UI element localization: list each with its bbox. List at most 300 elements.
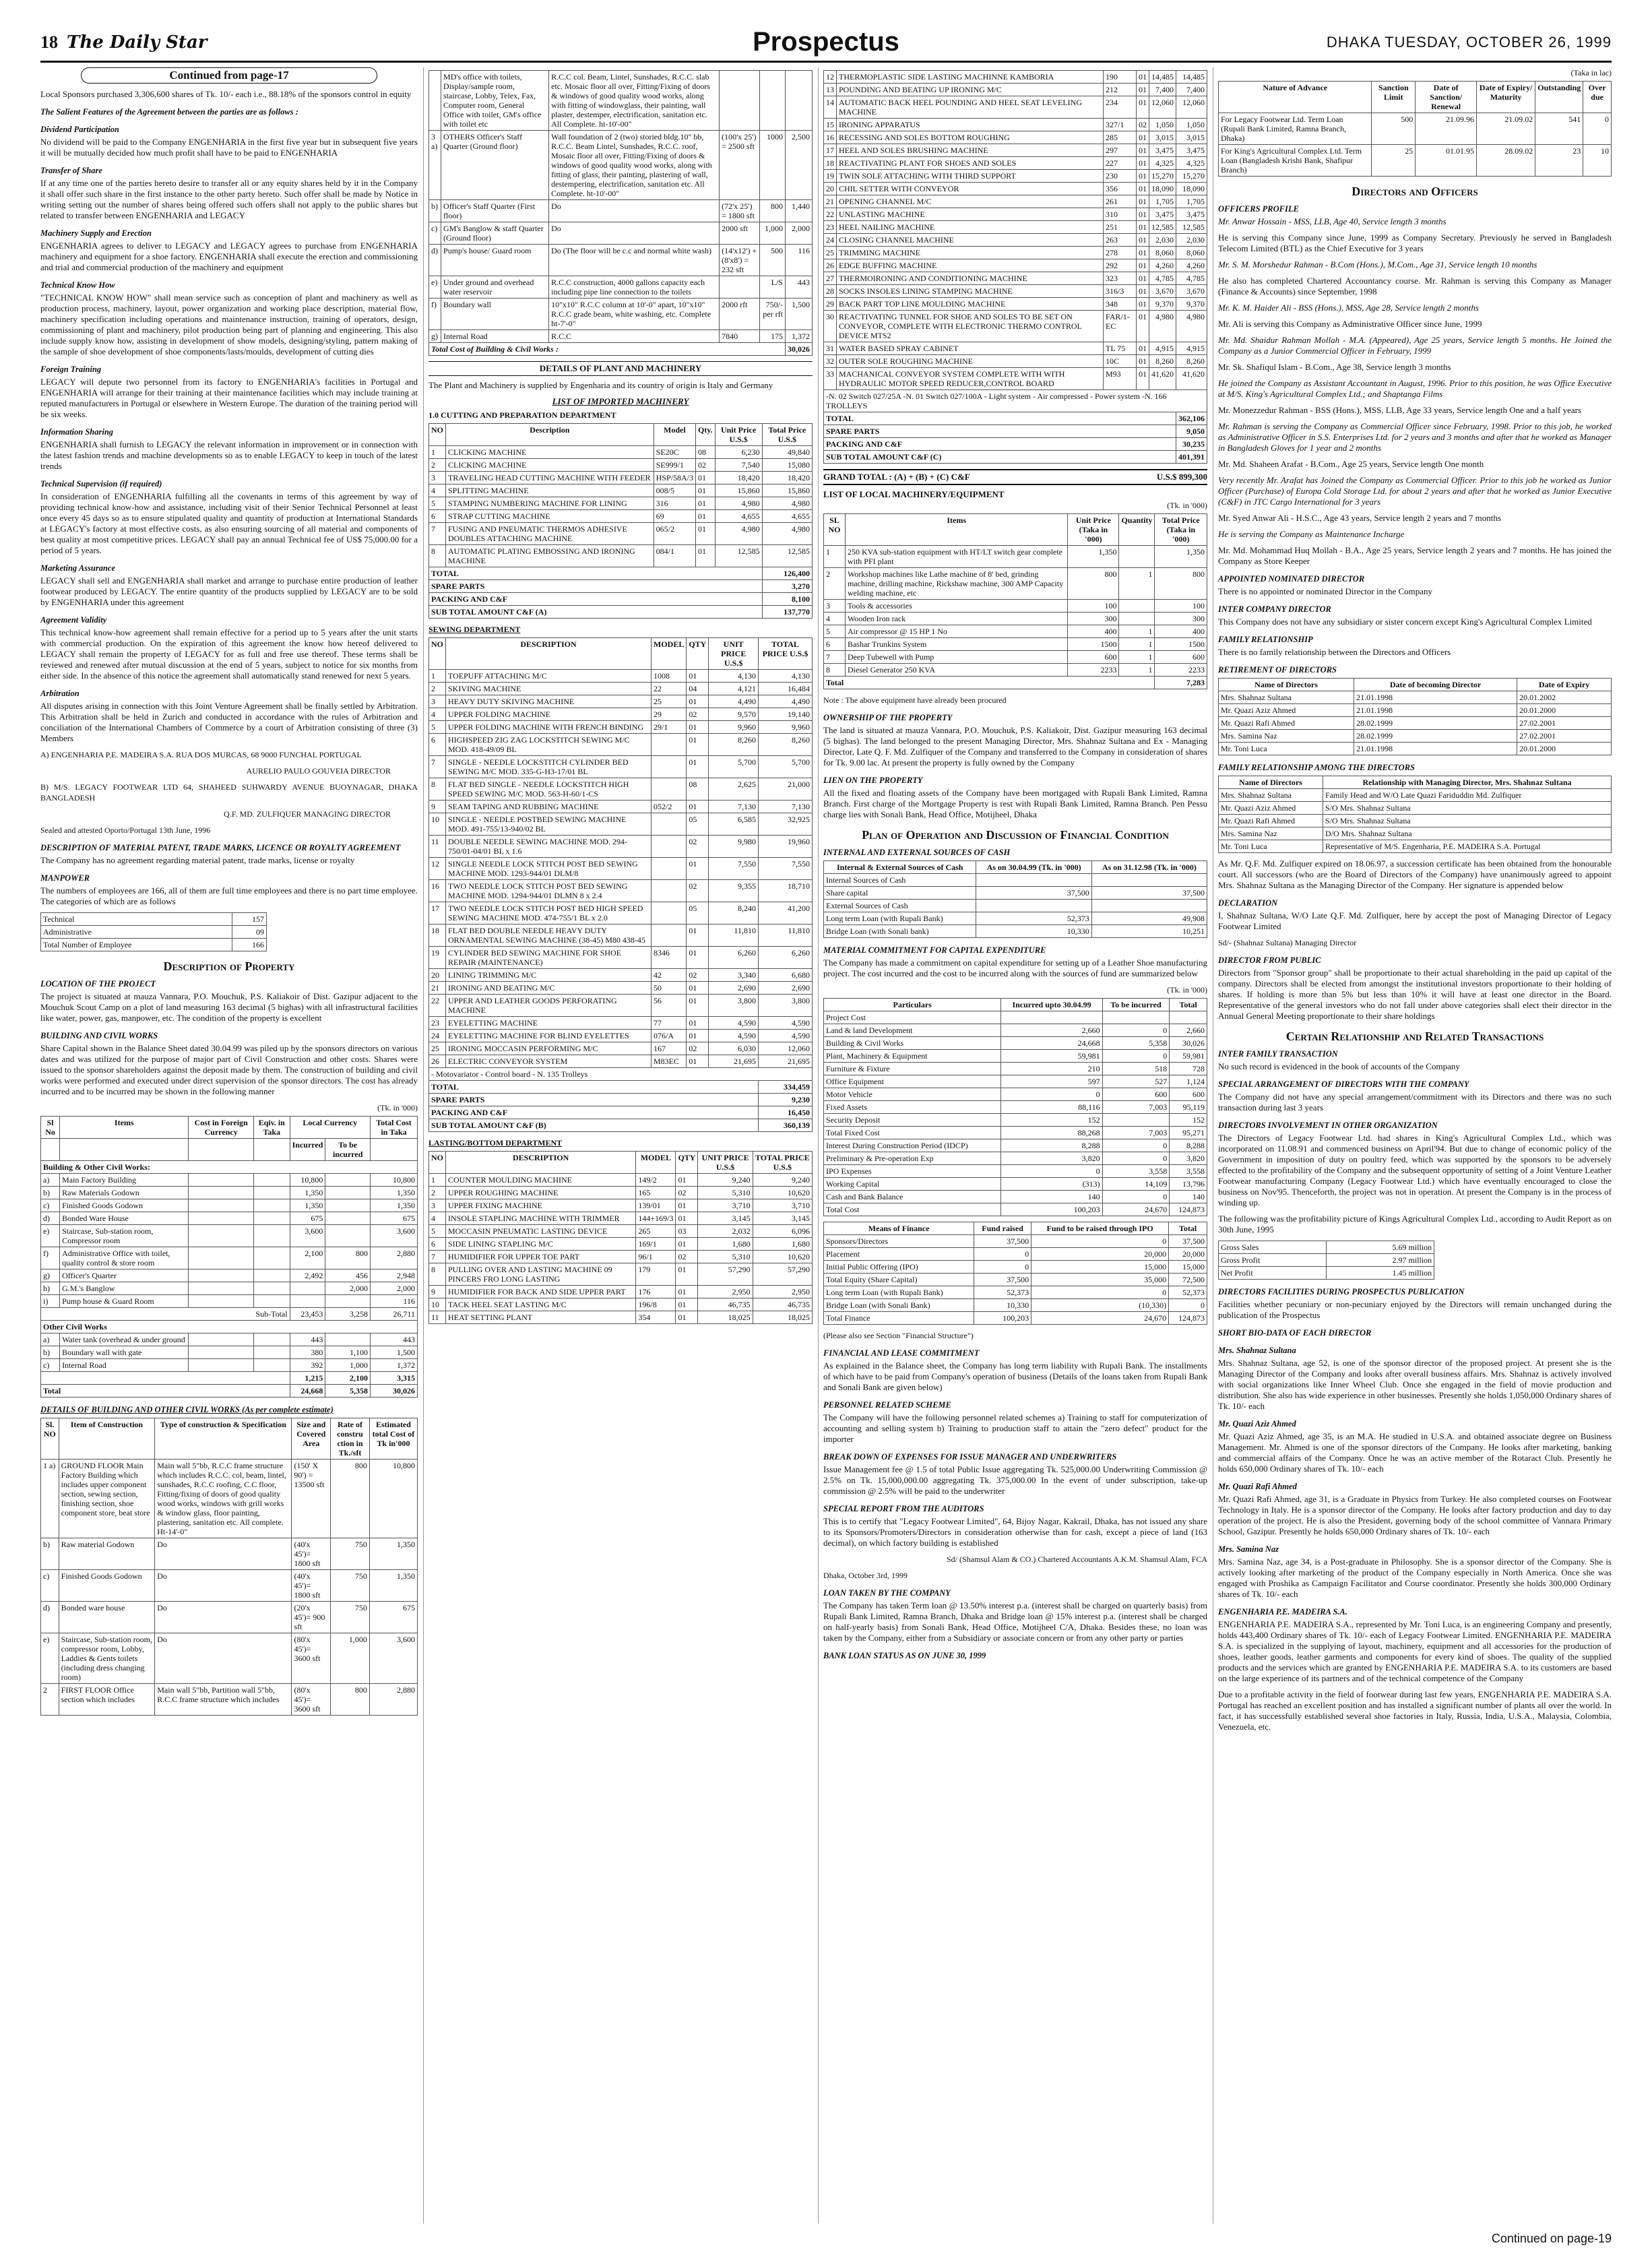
table-cell: 02 xyxy=(687,880,709,902)
table-cell: 01 xyxy=(1136,208,1149,221)
bios-list xyxy=(1218,1345,1612,1732)
table-cell xyxy=(652,836,687,858)
table-cell: 316 xyxy=(654,497,695,510)
grand-total xyxy=(823,469,1207,485)
table-row xyxy=(429,721,813,734)
table-cell: c) xyxy=(41,1199,60,1212)
table-cell: 01 xyxy=(1136,259,1149,272)
table-cell: 600 xyxy=(1068,651,1119,664)
table-cell: 10C xyxy=(1103,355,1136,368)
table-cell: 52,373 xyxy=(1169,1286,1207,1299)
column-header: Total Price (Taka in '000) xyxy=(1155,514,1207,546)
table-cell: 6,260 xyxy=(758,947,812,969)
table-cell: 01 xyxy=(676,1298,698,1311)
table-cell: 124,873 xyxy=(1169,1312,1207,1325)
table-cell: Do xyxy=(549,222,720,245)
table-cell: 01 xyxy=(1136,131,1149,144)
table-cell: h) xyxy=(41,1282,60,1295)
table-cell: g) xyxy=(429,330,441,343)
column-header: Total Cost in Taka xyxy=(371,1117,418,1139)
table-row xyxy=(824,1037,1207,1050)
total-row xyxy=(824,438,1207,451)
table-cell: Do xyxy=(549,200,720,222)
table-cell: 2,000 xyxy=(785,222,812,245)
table-cell: 01 xyxy=(687,670,709,683)
column-header: Local Currency xyxy=(290,1117,370,1139)
table-cell: 800 xyxy=(1155,568,1207,600)
table-row xyxy=(429,1311,813,1324)
table-cell: OPENING CHANNEL M/C xyxy=(837,195,1104,208)
table-cell xyxy=(1119,613,1155,625)
table-cell: For King's Agricultural Complex Ltd. Term Loan (Bangladesh Krishi Bank, Shafipur Branch) xyxy=(1219,145,1372,177)
table-cell: 0 xyxy=(1583,113,1612,145)
table-cell: R.C.C xyxy=(549,330,720,343)
table-cell: 316/3 xyxy=(1103,285,1136,298)
table-cell: Mr. Quazi Aziz Ahmed xyxy=(1219,704,1354,717)
table-cell: Pump house & Guard Room xyxy=(60,1295,189,1308)
table-cell: Mr. Quazi Rafi Ahmed xyxy=(1219,717,1354,730)
table-row xyxy=(824,183,1207,195)
table-cell: TRAVELING HEAD CUTTING MACHINE WITH FEEDER xyxy=(446,472,654,484)
total-value: 401,391 xyxy=(1176,451,1207,464)
table-cell: HEAT SETTING PLANT xyxy=(446,1311,636,1324)
table-cell: 49,908 xyxy=(1091,912,1207,925)
table-cell: 675 xyxy=(371,1212,418,1225)
table-cell: 3,145 xyxy=(753,1212,812,1225)
table-cell: 2 xyxy=(429,683,446,695)
inter-company-heading: INTER COMPANY DIRECTOR xyxy=(1218,604,1331,614)
table-cell: 21.01.1998 xyxy=(1354,743,1517,755)
table-row xyxy=(429,299,813,330)
table-cell: UPPER ROUGHING MACHINE xyxy=(446,1187,636,1199)
total-row xyxy=(824,412,1207,425)
table-cell: Main Factory Building xyxy=(60,1174,189,1187)
table-cell: FLAT BED DOUBLE NEEDLE HEAVY DUTY ORNAMENTAL SEWING MACHINE (38-45) M80 438-45 xyxy=(446,924,652,947)
table-cell: 1,705 xyxy=(1149,195,1176,208)
table-cell: e) xyxy=(41,1225,60,1247)
total-value: 5,358 xyxy=(325,1385,371,1398)
table-row xyxy=(429,497,813,510)
table-row xyxy=(429,1055,813,1068)
section-text: This technical know-how agreement shall remain effective for a period up to 5 years after the unit starts with commercial production. On the expiration of this agreement the know how hereof delivered to LEGACY shall remain the property of LEGACY for as full and free use thereof. These terms shall be reviewed and renewed after mutual discussion at the end of 5 years, subject to notice for six months from either side. In the absence of this notice the agreement shall automatically stand renewed for next 5 years. xyxy=(40,627,418,681)
table-cell: 2,948 xyxy=(371,1269,418,1282)
table-cell: 3,600 xyxy=(371,1225,418,1247)
table-cell: 10,330 xyxy=(976,925,1091,938)
table-cell: 116 xyxy=(785,245,812,276)
table-cell: 18 xyxy=(429,924,446,947)
table-cell: 800 xyxy=(1068,568,1119,600)
succession-text: As Mr. Q.F. Md. Zulfiquer expired on 18.06.97, a succession certificate has been obtained from the honourable court. All successors (who are the Board of Directors of the Company) have unanimously agreed to appoint Mrs. Shahnaz Sultana as the Managing Director of the Company. Her signature is appended below xyxy=(1218,858,1612,890)
officer-detail: Mr. Ali is serving this Company as Administrative Officer since June, 1999 xyxy=(1218,319,1482,329)
table-cell: Officer's Quarter xyxy=(60,1269,189,1282)
table-row xyxy=(429,1298,813,1311)
table-cell: AUTOMATIC PLATING EMBOSSING AND IRONING MACHINE xyxy=(446,545,654,567)
table-cell: 9,240 xyxy=(753,1174,812,1187)
table-cell: Pump's house/ Guard room xyxy=(441,245,549,276)
table-cell: f) xyxy=(429,299,441,330)
table-cell: 11,810 xyxy=(758,924,812,947)
table-cell: 6 xyxy=(824,638,846,651)
table-cell xyxy=(253,1269,290,1282)
table-row xyxy=(1219,815,1612,827)
table-cell: 9,240 xyxy=(698,1174,753,1187)
table-cell: 09 xyxy=(232,926,266,939)
column-header: MODEL xyxy=(636,1152,676,1174)
table-cell: 41,200 xyxy=(758,902,812,924)
table-cell: 15,000 xyxy=(1169,1261,1207,1274)
fin-heading: FINANCIAL AND LEASE COMMITMENT xyxy=(823,1348,980,1358)
table-cell: 6 xyxy=(429,734,446,756)
table-cell: 9,960 xyxy=(709,721,759,734)
table-row xyxy=(1219,789,1612,802)
table-cell: 076/A xyxy=(652,1030,687,1042)
table-row xyxy=(1219,704,1612,717)
table-cell: (72'x 25') = 1800 sft xyxy=(720,200,760,222)
officer-detail: Mr. Md. Mohammad Huq Mollah - B.A., Age 25 years, Service length 2 years and 7 months. He has joined the Company as Store Keeper xyxy=(1218,545,1612,566)
table-row xyxy=(1219,717,1612,730)
table-cell: 2 xyxy=(429,1187,446,1199)
table-cell: 152 xyxy=(1170,1114,1207,1127)
table-cell: 4,785 xyxy=(1176,272,1207,285)
officer-name: Mr. Md. Shaidur Rahman Mollah - M.A. (Appeared), Age 25 years, Service length 5 months. He Joined the Company as a Junior Commercial Officer in February, 1999 xyxy=(1218,335,1612,356)
table-row xyxy=(41,1295,418,1308)
table-cell: 1,500 xyxy=(371,1346,418,1359)
table-cell: 1 xyxy=(1119,651,1155,664)
table-cell xyxy=(325,1199,371,1212)
table-cell: 01 xyxy=(696,472,716,484)
retirement-table xyxy=(1218,678,1612,755)
table-cell: 14,485 xyxy=(1176,71,1207,84)
table-cell: SE999/1 xyxy=(654,459,695,472)
table-cell xyxy=(760,71,786,131)
table-cell: Mrs. Samina Naz xyxy=(1219,730,1354,743)
table-cell: 800 xyxy=(325,1247,371,1269)
table-cell: Gross Profit xyxy=(1219,1254,1327,1267)
table-cell: Administrative Office with toilet, quality control & store room xyxy=(60,1247,189,1269)
table-cell: 175 xyxy=(760,330,786,343)
table-cell: Internal Sources of Cash xyxy=(824,874,976,887)
table-cell: 10,330 xyxy=(974,1299,1031,1312)
table-cell: 597 xyxy=(1001,1075,1102,1088)
table-row xyxy=(429,1174,813,1187)
adv-unit: (Taka in lac) xyxy=(1570,68,1612,77)
table-cell: 01 xyxy=(1136,221,1149,234)
table-cell: HUMIDIFIER FOR UPPER TOE PART xyxy=(446,1251,636,1263)
total-value: 334,459 xyxy=(758,1081,812,1094)
column-header: Name of Directors xyxy=(1219,679,1354,691)
sources-heading: INTERNAL AND EXTERNAL SOURCES OF CASH xyxy=(823,848,1011,857)
table-cell: 15,270 xyxy=(1149,170,1176,183)
table-cell: 16,484 xyxy=(758,683,812,695)
column-header: Type of construction & Specification xyxy=(155,1418,292,1460)
table-cell: 69 xyxy=(654,510,695,523)
table-cell: Initial Public Offering (IPO) xyxy=(824,1261,974,1274)
special-arr-text: The Company did not have any special arrangement/commitment with its Directors and there was no such transaction during last 3 years xyxy=(1218,1092,1612,1112)
total-value: 9,050 xyxy=(1176,425,1207,438)
table-cell: 21.01.1998 xyxy=(1354,704,1517,717)
table-cell: 20.01.2000 xyxy=(1517,743,1612,755)
column-header: Date of Expiry/ Maturity xyxy=(1476,82,1535,113)
table-cell: 20,000 xyxy=(1169,1248,1207,1261)
table-cell: 15,270 xyxy=(1176,170,1207,183)
table-cell: 49,840 xyxy=(762,446,812,459)
table-cell: 2,032 xyxy=(698,1225,753,1238)
table-cell: TWIN SOLE ATTACHING WITH THIRD SUPPORT xyxy=(837,170,1104,183)
table-cell: 3,475 xyxy=(1149,208,1176,221)
table-cell: 7,130 xyxy=(758,801,812,813)
table-cell xyxy=(189,1247,253,1269)
nominated-text: There is no appointed or nominated Director in the Company xyxy=(1218,586,1433,596)
section-text: ENGENHARIA agrees to deliver to LEGACY and LEGACY agrees to purchase from ENGENHARIA machinery and equipment for a shoe factory. ENGENHARIA shall execute the erection and commissioning and trial and commercial production of the machinery and equipment xyxy=(40,241,418,272)
table-cell: Do (The floor will be c.c and normal white wash) xyxy=(549,245,720,276)
page-number: 18 xyxy=(40,32,58,52)
table-cell: 16 xyxy=(824,131,837,144)
table-cell: 4,980 xyxy=(762,497,812,510)
table-row xyxy=(41,1247,418,1269)
table-cell: 190 xyxy=(1103,71,1136,84)
table-cell: 327/1 xyxy=(1103,119,1136,131)
bio-text: Due to a profitable activity in the field of footwear during last few years, ENGENHARIA P.E. MADEIRA S.A. Portugal has reached an excellent position and has installed a significant number of plants all over the world. In fact, it has successfully established several shoe factories in Italy, Russia, India, U.S.A., Malaysia, Colombia, Venezuela, etc. xyxy=(1218,1689,1612,1732)
table-cell: 6,096 xyxy=(753,1225,812,1238)
table-cell: STAMPING NUMBERING MACHINE FOR LINING xyxy=(446,497,654,510)
table-cell: 1 xyxy=(824,546,846,568)
table-cell: DOUBLE NEEDLE SEWING MACHINE MOD. 294-750/01-04/01 BL x 1.6 xyxy=(446,836,652,858)
table-row xyxy=(41,1602,418,1633)
table-cell: 57,290 xyxy=(698,1263,753,1286)
table-cell: 1 xyxy=(1119,625,1155,638)
table-cell: 4,590 xyxy=(709,1017,759,1030)
section-text: LEGACY shall sell and ENGENHARIA shall market and arrange to purchase entire production of leather footwear produced by LEGACY. The entire quantity of the products supplied by LEGACY are to be sold by ENGENHARIA under this agreement xyxy=(40,575,418,607)
table-row xyxy=(429,71,813,131)
table-cell: 01 xyxy=(687,995,709,1017)
table-cell: 2,880 xyxy=(371,1247,418,1269)
table-cell: 1008 xyxy=(652,670,687,683)
total-row xyxy=(429,1119,813,1132)
table-cell: 1,350 xyxy=(290,1199,325,1212)
table-cell: 600 xyxy=(1102,1088,1170,1101)
column-header: As on 30.04.99 (Tk. in '000) xyxy=(976,861,1091,874)
table-cell: HEEL AND SOLES BRUSHING MACHINE xyxy=(837,144,1104,157)
table-row xyxy=(824,311,1207,342)
table-row xyxy=(41,1269,418,1282)
table-row xyxy=(429,200,813,222)
table-cell: 0 xyxy=(1102,1152,1170,1165)
column-header: Size and Covered Area xyxy=(292,1418,331,1460)
table-cell: 02 xyxy=(687,969,709,982)
table-cell: 23 xyxy=(429,1017,446,1030)
table-cell: 9,980 xyxy=(709,836,759,858)
salient-heading: The Salient Features of the Agreement between the parties are as follows : xyxy=(40,107,298,117)
table-cell: TRIMMING MACHINE xyxy=(837,247,1104,259)
table-cell: 25 xyxy=(652,695,687,708)
table-cell: 01 xyxy=(1136,144,1149,157)
table-cell: Share capital xyxy=(824,887,976,900)
table-cell: 46,735 xyxy=(753,1298,812,1311)
table-cell: b) xyxy=(429,200,441,222)
table-cell: 88,268 xyxy=(1001,1127,1102,1139)
table-cell: UPPER FIXING MACHINE xyxy=(446,1199,636,1212)
total-row xyxy=(41,1385,418,1398)
table-cell: Security Deposit xyxy=(824,1114,1001,1127)
public-director-heading: DIRECTOR FROM PUBLIC xyxy=(1218,955,1321,965)
table-cell: 05 xyxy=(687,813,709,836)
table-cell: 01 xyxy=(1136,195,1149,208)
table-row xyxy=(429,858,813,880)
table-cell: 01 xyxy=(687,695,709,708)
table-cell: 18,090 xyxy=(1176,183,1207,195)
bio-text: Mr. Quazi Rafi Ahmed, age 31, is a Graduate in Physics from Turkey. He also completed courses on Footwear Technology in Italy. He is a sponsor director of the Company. He looks after factory production and day to day operation of the project. He is also the President, governing body of the school committee of Vannara Primary School, Gazipur. Presently he holds 650,000 Ordinary shares of Tk. 10/- each xyxy=(1218,1494,1612,1536)
total-value: 8,100 xyxy=(762,593,812,606)
column-header: NO xyxy=(429,424,446,446)
table-cell: 19 xyxy=(429,947,446,969)
section-heading: Agreement Validity xyxy=(40,615,107,625)
table-row xyxy=(429,683,813,695)
table-cell: GROUND FLOOR Main Factory Building which includes upper component section, sewing section, finishing section, shoe component store, beat store xyxy=(59,1460,155,1538)
table-cell: 3,558 xyxy=(1102,1165,1170,1178)
table-cell: 227 xyxy=(1103,157,1136,170)
table-cell: Do xyxy=(155,1570,292,1602)
table-cell: 2,000 xyxy=(325,1282,371,1295)
table-row xyxy=(41,1334,418,1346)
table-cell: 1,350 xyxy=(371,1187,418,1199)
table-cell: 01 xyxy=(687,982,709,995)
table-cell: 3 xyxy=(429,695,446,708)
table-cell: e) xyxy=(429,276,441,299)
table-cell: 1,350 xyxy=(1155,546,1207,568)
table-cell: 6,230 xyxy=(715,446,762,459)
column-header: UNIT PRICE U.S.$ xyxy=(698,1152,753,1174)
officer-detail: He is serving this Company since June, 1999 as Company Secretary. Previously he served in Bangladesh Telecom Limited (BTL) as the Chief Executive for 3 years xyxy=(1218,232,1612,253)
table-cell: Under ground and overhead water reservoir xyxy=(441,276,549,299)
table-cell: HIGHSPEED ZIG ZAG LOCKSTITCH SEWING M/C MOD. 418-49/09 BL xyxy=(446,734,652,756)
table-row xyxy=(41,1633,418,1684)
table-row xyxy=(824,1203,1207,1216)
table-row xyxy=(429,924,813,947)
table-cell: WATER BASED SPRAY CABINET xyxy=(837,342,1104,355)
table-cell: 95,119 xyxy=(1170,1101,1207,1114)
table-cell: Total Number of Employee xyxy=(41,939,232,951)
table-cell: 8,060 xyxy=(1149,247,1176,259)
table-cell: 01 xyxy=(676,1263,698,1286)
table-cell: Internal Road xyxy=(60,1359,189,1372)
table-cell: 37,500 xyxy=(1169,1235,1207,1248)
table-cell: 24,668 xyxy=(1001,1037,1102,1050)
table-cell: 152 xyxy=(1001,1114,1102,1127)
table-cell: 8,240 xyxy=(709,902,759,924)
table-cell: 01 xyxy=(687,756,709,778)
table-cell: 1 xyxy=(429,670,446,683)
cutting-table xyxy=(428,423,813,619)
table-row xyxy=(429,1263,813,1286)
table-cell: 01 xyxy=(1136,298,1149,311)
table-row xyxy=(429,245,813,276)
table-cell xyxy=(189,1187,253,1199)
table-cell: 261 xyxy=(1103,195,1136,208)
table-cell: 11 xyxy=(429,1311,446,1324)
table-cell: 12,585 xyxy=(715,545,762,567)
table-cell: 3 xyxy=(429,1199,446,1212)
table-cell: 25 xyxy=(429,1042,446,1055)
table-row xyxy=(41,1346,418,1359)
table-cell: 8 xyxy=(824,664,846,677)
table-cell xyxy=(189,1225,253,1247)
table-cell: Office Equipment xyxy=(824,1075,1001,1088)
column-header: Fund to be raised through IPO xyxy=(1031,1222,1169,1235)
table-row xyxy=(429,446,813,459)
table-row xyxy=(824,546,1207,568)
table-cell: 16 xyxy=(429,880,446,902)
table-cell: 6,585 xyxy=(709,813,759,836)
table-cell: POUNDING AND BEATING UP IRONING M/C xyxy=(837,84,1104,96)
table-cell: 800 xyxy=(331,1684,370,1716)
table-cell: 6 xyxy=(429,510,446,523)
table-cell: 250 KVA sub-station equipment with HT/LT switch gear complete with PFI plant xyxy=(845,546,1067,568)
table-cell: 157 xyxy=(232,913,266,926)
column-3 xyxy=(823,67,1207,2230)
table-row xyxy=(429,222,813,245)
table-cell xyxy=(253,1346,290,1359)
table-row xyxy=(429,695,813,708)
table-cell xyxy=(1102,1011,1170,1024)
column-header: Item of Construction xyxy=(59,1418,155,1460)
table-cell: 140 xyxy=(1170,1191,1207,1203)
table-cell: HUMIDIFIER FOR BACK AND SIDE UPPER PART xyxy=(446,1286,636,1298)
table-cell: 2233 xyxy=(1155,664,1207,677)
personnel-heading: PERSONNEL RELATED SCHEME xyxy=(823,1400,951,1410)
table-cell: 88,116 xyxy=(1001,1101,1102,1114)
total-row xyxy=(429,1106,813,1119)
table-cell: 22 xyxy=(429,995,446,1017)
table-cell: 18,090 xyxy=(1149,183,1176,195)
column-header: NO xyxy=(429,1152,446,1174)
table-cell: 0 xyxy=(1031,1286,1169,1299)
table-cell: 7 xyxy=(429,756,446,778)
table-row xyxy=(429,1030,813,1042)
table-cell: Total Fixed Cost xyxy=(824,1127,1001,1139)
table-row xyxy=(824,355,1207,368)
table-cell: 2000 sft xyxy=(720,222,760,245)
table-row xyxy=(824,1127,1207,1139)
table-row xyxy=(429,1225,813,1238)
table-cell: 27.02.2001 xyxy=(1517,730,1612,743)
table-cell: 10,620 xyxy=(753,1251,812,1263)
table-cell: 01 xyxy=(1136,311,1149,342)
table-row xyxy=(824,157,1207,170)
table-cell: 01 xyxy=(696,484,716,497)
column-header: Means of Finance xyxy=(824,1222,974,1235)
table-cell xyxy=(253,1212,290,1225)
table-cell: S/O Mrs. Shahnaz Sultana xyxy=(1323,815,1612,827)
table-cell: THERMOPLASTIC SIDE LASTING MACHINNE KAMBORIA xyxy=(837,71,1104,84)
table-cell: 0 xyxy=(1031,1235,1169,1248)
table-cell: 01 xyxy=(1136,285,1149,298)
column-header: Quantity xyxy=(1119,514,1155,546)
table-cell: Administrative xyxy=(41,926,232,939)
officer-name: Mr. K. M. Haider Ali - BSS (Hons.), MSS, Age 28, Service length 2 months xyxy=(1218,303,1479,313)
table-cell: 443 xyxy=(785,276,812,299)
lasting-table xyxy=(428,1151,813,1324)
table-cell: 14,109 xyxy=(1102,1178,1170,1191)
table-cell: TWO NEEDLE LOCK STITCH POST BED SEWING MACHINE MOD. 1294-944/01 DLMN 8 x 2.4 xyxy=(446,880,652,902)
table-cell: 20 xyxy=(824,183,837,195)
table-cell: 02 xyxy=(1136,119,1149,131)
officer-detail: He also has completed Chartered Accountancy course. Mr. Rahman is serving this Company as Manager (Finance & Accounts) since September, 1998 xyxy=(1218,276,1612,296)
family-text: There is no family relationship between the Directors and Officers xyxy=(1218,647,1451,657)
table-row xyxy=(824,285,1207,298)
group-label: Building & Other Civil Works: xyxy=(41,1161,418,1174)
patent-heading: DESCRIPTION OF MATERIAL PATENT, TRADE MARKS, LICENCE OR ROYALTY AGREEMENT xyxy=(40,843,401,852)
table-cell: 1,372 xyxy=(371,1359,418,1372)
